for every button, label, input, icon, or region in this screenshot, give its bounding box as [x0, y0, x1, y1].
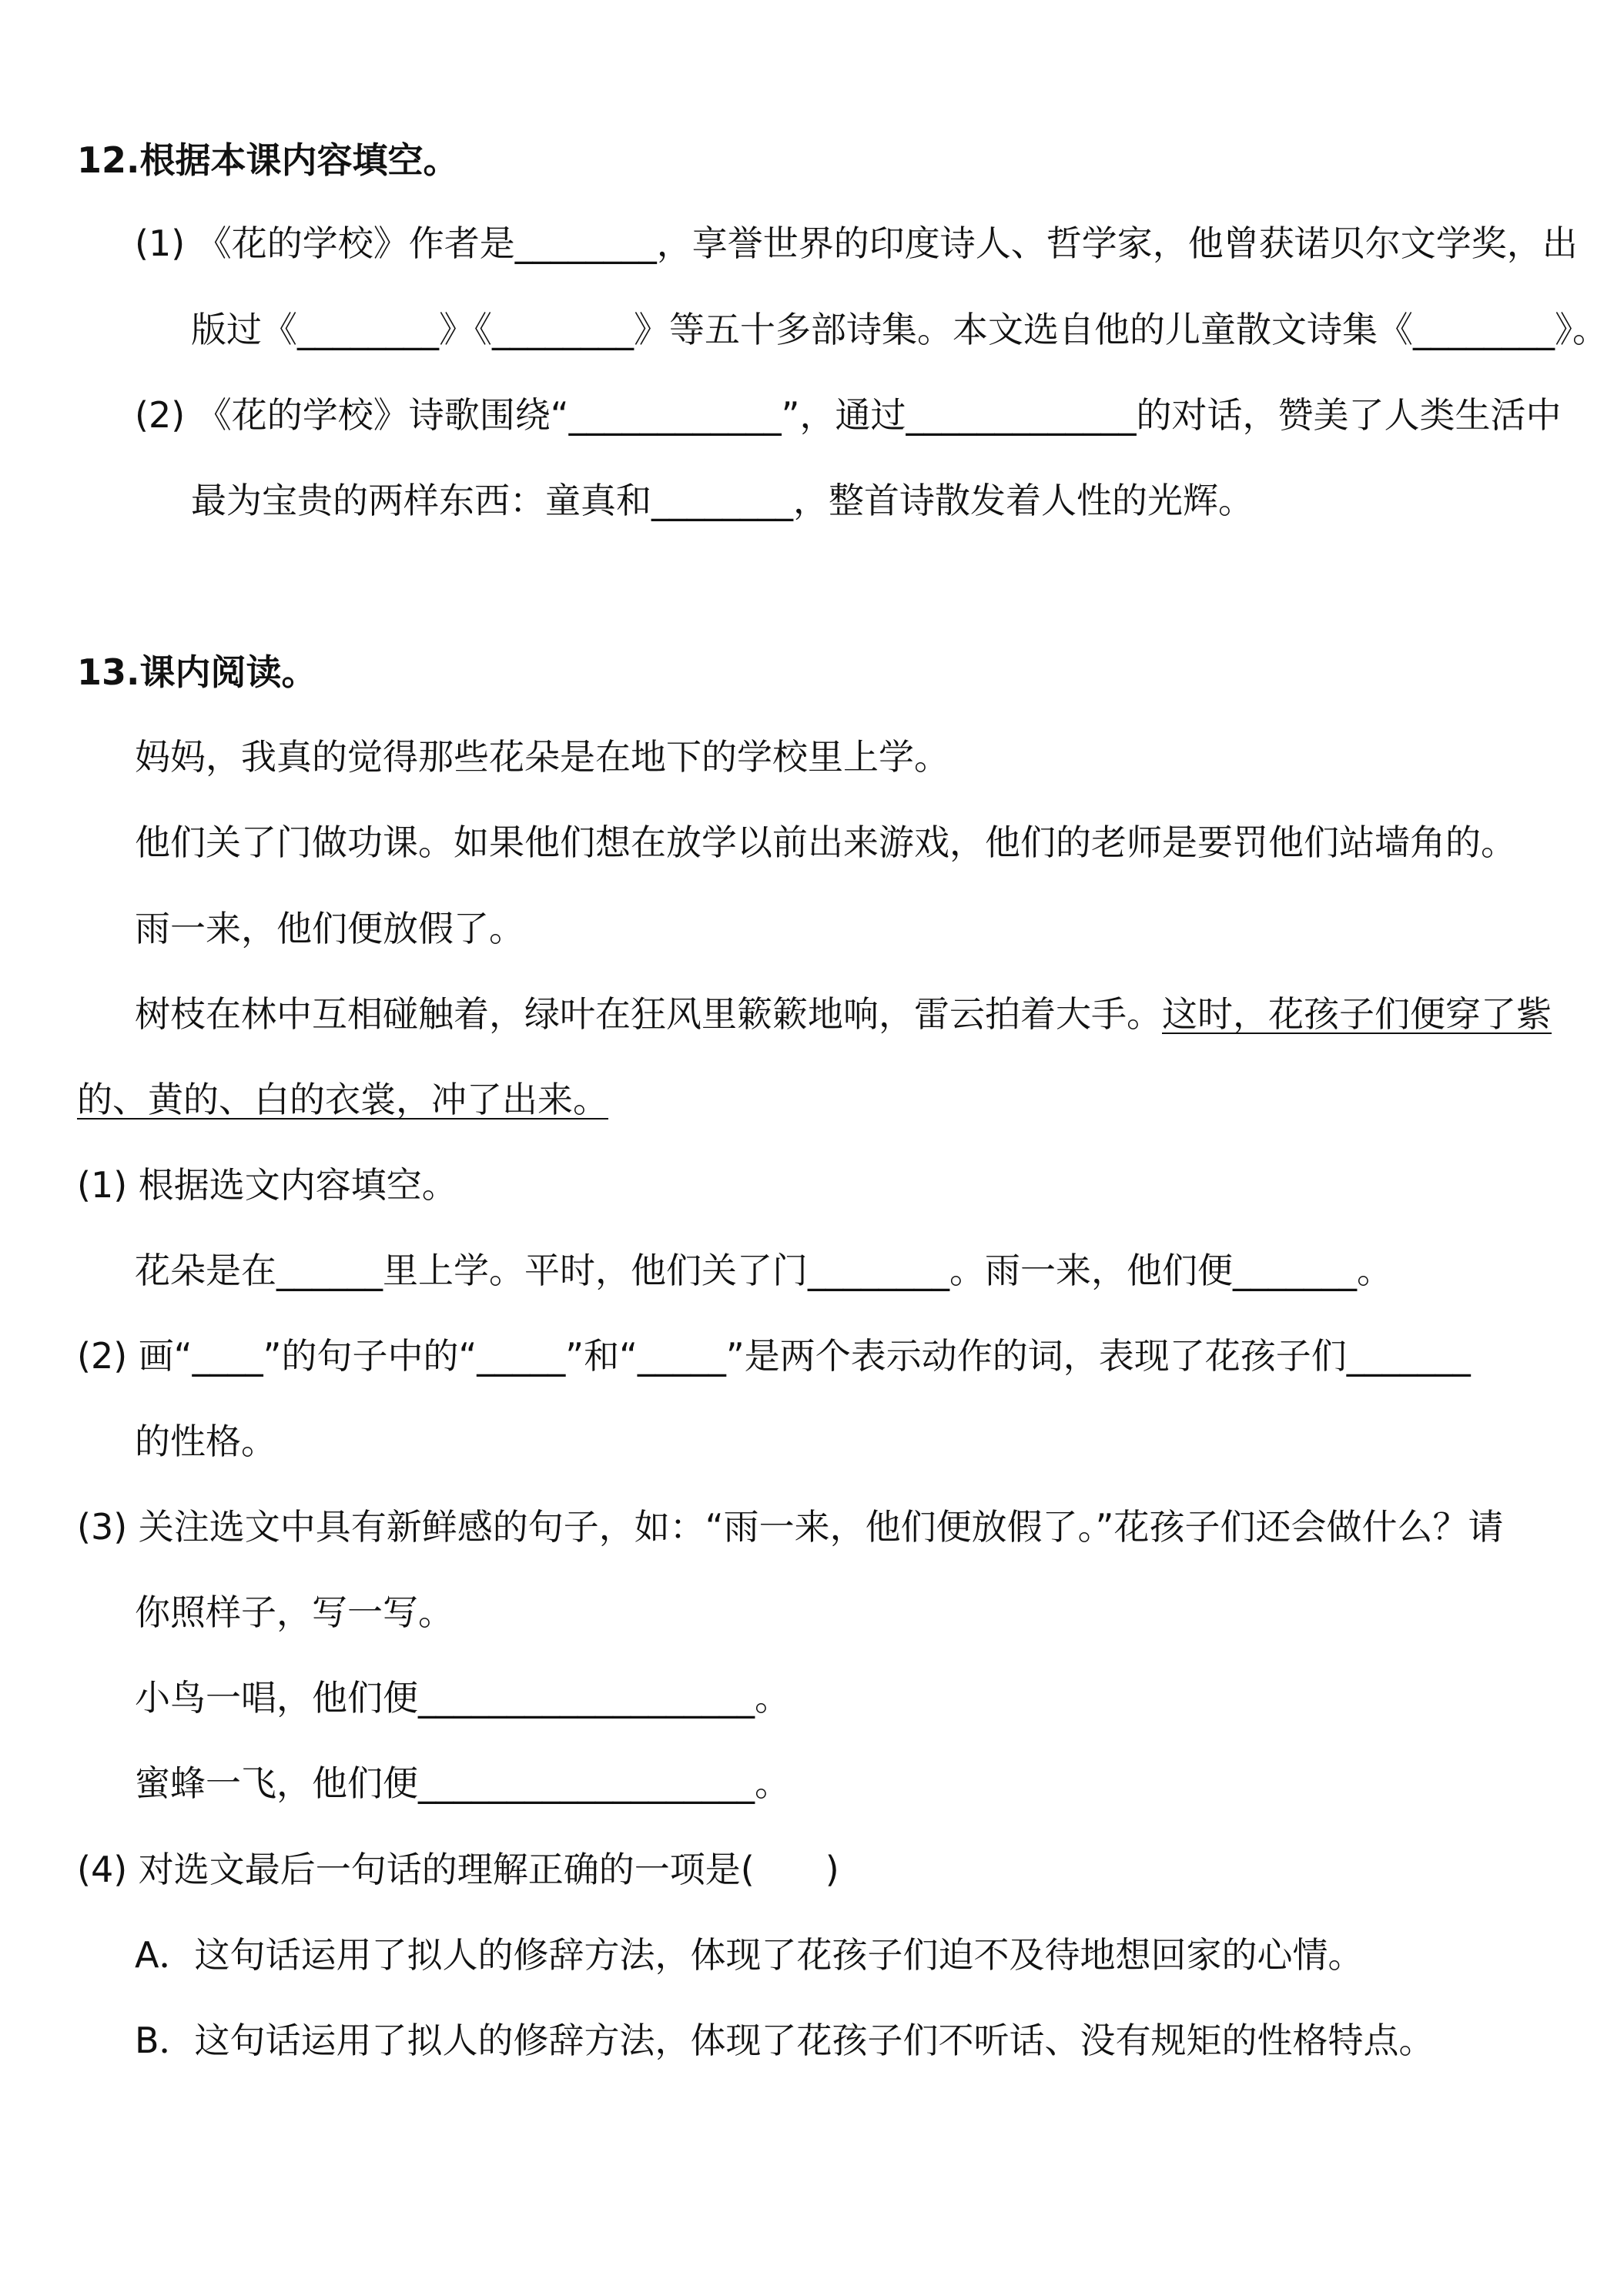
q12-item1-line2: 版过《________》《________》等五十多部诗集。本文选自他的儿童散文诗集《________》。	[191, 309, 1608, 350]
q12-item2-line2: 最为宝贵的两样东西：童真和________，整首诗散发着人性的光辉。	[191, 480, 1254, 521]
q12-item1-line1: (1) 《花的学校》作者是________，享誉世界的印度诗人、哲学家，他曾获诺贝尔文学奖，出	[135, 223, 1578, 264]
passage-paragraph-4-text: 树枝在林中互相碰触着，绿叶在狂风里簌簌地响，雷云拍着大手。	[135, 993, 1162, 1035]
sub-question-2-line2: 的性格。	[135, 1421, 276, 1462]
underlined-sentence-part1: 这时，花孩子们便穿了紫	[1162, 993, 1552, 1035]
sub-question-3-line1: (3) 关注选文中具有新鲜感的句子，如：“雨一来，他们便放假了。”花孩子们还会做什么？请	[77, 1506, 1504, 1548]
sub-question-4-title: (4) 对选文最后一句话的理解正确的一项是( )	[77, 1849, 839, 1890]
sub-question-3-example-1: 小鸟一唱，他们便___________________。	[135, 1677, 790, 1719]
sub-question-1-title: (1) 根据选文内容填空。	[77, 1164, 457, 1206]
passage-paragraph-2: 他们关了门做功课。如果他们想在放学以前出来游戏，他们的老师是要罚他们站墙角的。	[135, 822, 1516, 863]
option-a: A．这句话运用了拟人的修辞方法，体现了花孩子们迫不及待地想回家的心情。	[135, 1934, 1364, 1976]
sub-question-3-example-2: 蜜蜂一飞，他们便___________________。	[135, 1762, 790, 1804]
q13-heading: 13.课内阅读。	[77, 651, 317, 693]
passage-paragraph-3: 雨一来，他们便放假了。	[135, 908, 524, 949]
q12-heading: 12.根据本课内容填空。	[77, 139, 459, 181]
sub-question-2-line1: (2) 画“____”的句子中的“_____”和“_____”是两个表示动作的词，表现了花孩子们_______	[77, 1335, 1471, 1377]
sub-question-3-line2: 你照样子，写一写。	[135, 1591, 454, 1633]
underlined-sentence-part2: 的、黄的、白的衣裳，冲了出来。	[77, 1079, 608, 1120]
sub-question-1-body: 花朵是在______里上学。平时，他们关了门________。雨一来，他们便_______。	[135, 1250, 1392, 1291]
option-b: B．这句话运用了拟人的修辞方法，体现了花孩子们不听话、没有规矩的性格特点。	[135, 2020, 1435, 2061]
q12-item2-line1: (2) 《花的学校》诗歌围绕“____________”，通过_____________的对话，赞美了人类生活中	[135, 394, 1562, 436]
passage-paragraph-4-cont	[77, 1076, 608, 1123]
passage-paragraph-1: 妈妈，我真的觉得那些花朵是在地下的学校里上学。	[135, 736, 949, 778]
passage-paragraph-4	[135, 991, 1552, 1037]
